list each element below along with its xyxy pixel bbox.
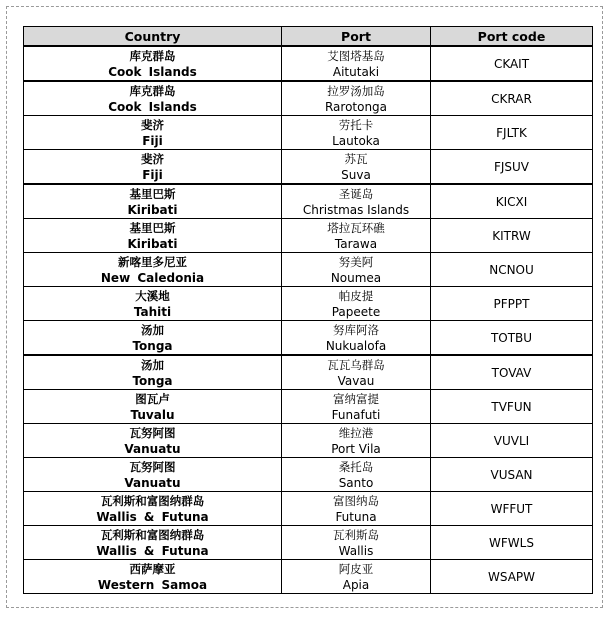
country-cell	[24, 424, 282, 458]
table-row	[24, 253, 593, 287]
port-code-cell: VUVLI	[431, 424, 593, 458]
country-name-zh: 库克群岛	[129, 83, 176, 98]
port-name-en: Port Vila	[331, 441, 381, 456]
country-name-zh: 汤加	[141, 357, 164, 372]
header-port: Port	[282, 27, 431, 47]
table-row	[24, 81, 593, 116]
country-cell	[24, 492, 282, 526]
table-row	[24, 150, 593, 185]
port-name-zh: 富纳富提	[333, 391, 379, 406]
port-name-zh: 努库阿洛	[333, 322, 379, 337]
country-name-en: Tahiti	[133, 304, 172, 319]
table-row	[24, 116, 593, 150]
table-row	[24, 219, 593, 253]
port-name-zh: 拉罗汤加岛	[327, 83, 385, 98]
port-code-cell: VUSAN	[431, 458, 593, 492]
port-name-en: Vavau	[337, 373, 375, 388]
port-name-en: Noumea	[330, 270, 382, 285]
country-cell	[24, 458, 282, 492]
port-name-zh: 富图纳岛	[333, 493, 379, 508]
country-cell	[24, 46, 282, 81]
port-code-table	[23, 26, 593, 594]
country-name-en: Kiribati	[127, 202, 178, 217]
country-cell	[24, 116, 282, 150]
port-name-zh: 苏瓦	[344, 151, 368, 166]
port-cell	[282, 424, 431, 458]
port-code-cell: WFWLS	[431, 526, 593, 560]
country-name-zh: 西萨摩亚	[129, 561, 176, 576]
port-code-cell: KICXI	[431, 184, 593, 219]
country-name-en: Fiji	[142, 133, 163, 148]
country-name-zh: 新喀里多尼亚	[118, 254, 187, 269]
port-name-en: Christmas Islands	[302, 202, 410, 217]
country-name-zh: 基里巴斯	[129, 220, 176, 235]
port-name-zh: 劳托卡	[338, 117, 374, 132]
country-name-zh: 斐济	[141, 117, 164, 132]
port-code-cell: KITRW	[431, 219, 593, 253]
port-cell	[282, 184, 431, 219]
country-cell	[24, 526, 282, 560]
port-name-zh: 圣诞岛	[338, 186, 374, 201]
country-name-zh: 汤加	[141, 322, 164, 337]
country-name-en: Fiji	[142, 167, 163, 182]
country-name-en: Wallis & Futuna	[96, 509, 209, 524]
port-name-zh: 塔拉瓦环礁	[327, 220, 385, 235]
country-cell	[24, 219, 282, 253]
port-cell	[282, 321, 431, 356]
table-row	[24, 492, 593, 526]
country-cell	[24, 81, 282, 116]
table-row	[24, 526, 593, 560]
port-name-en: Futuna	[335, 509, 377, 524]
port-cell	[282, 46, 431, 81]
table-row	[24, 424, 593, 458]
port-cell	[282, 390, 431, 424]
country-name-en: New Caledonia	[100, 270, 205, 285]
port-name-en: Tarawa	[334, 236, 378, 251]
port-code-cell: CKRAR	[431, 81, 593, 116]
port-cell	[282, 560, 431, 594]
port-cell	[282, 355, 431, 390]
port-name-en: Rarotonga	[324, 99, 388, 114]
country-name-zh: 图瓦卢	[135, 391, 170, 406]
port-cell	[282, 219, 431, 253]
country-cell	[24, 390, 282, 424]
country-name-en: Tonga	[132, 373, 173, 388]
country-name-zh: 库克群岛	[129, 48, 176, 63]
port-cell	[282, 81, 431, 116]
port-cell	[282, 526, 431, 560]
header-country: Country	[24, 27, 282, 47]
port-code-cell: WSAPW	[431, 560, 593, 594]
country-name-en: Vanuatu	[124, 441, 181, 456]
country-name-en: Kiribati	[127, 236, 178, 251]
country-cell	[24, 287, 282, 321]
country-name-en: Vanuatu	[124, 475, 181, 490]
port-name-zh: 瓦瓦乌群岛	[327, 357, 385, 372]
port-cell	[282, 492, 431, 526]
table-row	[24, 46, 593, 81]
port-code-cell: FJLTK	[431, 116, 593, 150]
port-cell	[282, 287, 431, 321]
port-code-cell: TVFUN	[431, 390, 593, 424]
port-name-en: Suva	[341, 167, 371, 182]
country-cell	[24, 560, 282, 594]
table-row	[24, 321, 593, 356]
port-name-zh: 维拉港	[338, 425, 374, 440]
country-name-en: Wallis & Futuna	[96, 543, 209, 558]
port-name-en: Apia	[342, 577, 370, 592]
port-code-cell: TOVAV	[431, 355, 593, 390]
port-name-en: Funafuti	[331, 407, 381, 422]
country-name-zh: 瓦利斯和富图纳群岛	[100, 493, 205, 508]
country-cell	[24, 355, 282, 390]
table-header-row	[24, 27, 593, 47]
port-code-cell: TOTBU	[431, 321, 593, 356]
port-name-en: Santo	[338, 475, 374, 490]
port-name-en: Wallis	[338, 543, 374, 558]
port-cell	[282, 150, 431, 185]
country-name-zh: 基里巴斯	[129, 186, 176, 201]
country-name-zh: 大溪地	[135, 288, 170, 303]
country-cell	[24, 321, 282, 356]
country-name-en: Tuvalu	[130, 407, 175, 422]
table-row	[24, 458, 593, 492]
table-row	[24, 560, 593, 594]
port-name-zh: 瓦利斯岛	[333, 527, 379, 542]
country-cell	[24, 150, 282, 185]
country-name-zh: 瓦利斯和富图纳群岛	[100, 527, 205, 542]
port-code-cell: CKAIT	[431, 46, 593, 81]
country-cell	[24, 184, 282, 219]
port-code-cell: NCNOU	[431, 253, 593, 287]
port-name-zh: 阿皮亚	[338, 561, 374, 576]
country-name-zh: 斐济	[141, 151, 164, 166]
port-name-zh: 努美阿	[338, 254, 374, 269]
country-name-en: Cook Islands	[108, 64, 197, 79]
port-cell	[282, 458, 431, 492]
country-name-en: Cook Islands	[108, 99, 197, 114]
country-name-en: Tonga	[132, 338, 173, 353]
port-code-cell: WFFUT	[431, 492, 593, 526]
port-code-cell: FJSUV	[431, 150, 593, 185]
port-name-zh: 艾图塔基岛	[327, 48, 385, 63]
port-cell	[282, 116, 431, 150]
port-name-zh: 桑托岛	[338, 459, 374, 474]
port-cell	[282, 253, 431, 287]
country-name-zh: 瓦努阿图	[129, 459, 176, 474]
table-row	[24, 287, 593, 321]
port-name-en: Nukualofa	[325, 338, 387, 353]
table-row	[24, 184, 593, 219]
country-name-en: Western Samoa	[97, 577, 208, 592]
header-port-code: Port code	[431, 27, 593, 47]
port-name-en: Aitutaki	[332, 64, 380, 79]
country-name-zh: 瓦努阿图	[129, 425, 176, 440]
port-name-en: Lautoka	[332, 133, 380, 148]
country-cell	[24, 253, 282, 287]
table-row	[24, 390, 593, 424]
port-name-en: Papeete	[331, 304, 381, 319]
table-row	[24, 355, 593, 390]
port-code-cell: PFPPT	[431, 287, 593, 321]
port-name-zh: 帕皮提	[338, 288, 374, 303]
